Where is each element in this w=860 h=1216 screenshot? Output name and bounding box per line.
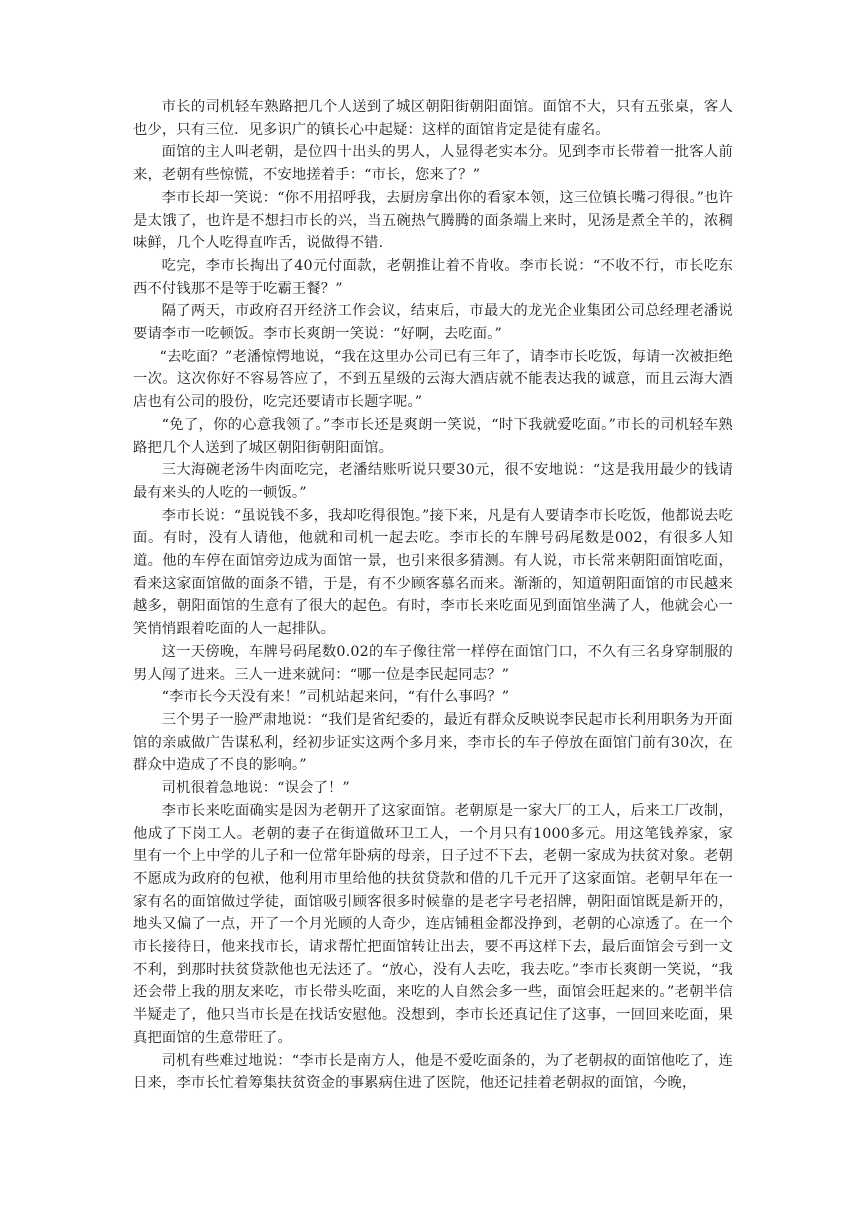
paragraph-5: 隔了两天，市政府召开经济工作会议，结束后，市最大的龙光企业集团公司总经理老潘说要请李市一吃顿饭。李市长爽朗一笑说：“好啊，去吃面。” bbox=[133, 303, 733, 343]
paragraph-4: 吃完，李市长掏出了40元付面款，老朝推让着不肯收。李市长说：“不收不行，市长吃东西不付钱那不是等于吃霸王餐？” bbox=[133, 257, 733, 297]
paragraph-11: “李市长今天没有来！”司机站起来问，“有什么事吗？” bbox=[161, 689, 510, 706]
paragraph-2: 面馆的主人叫老朝，是位四十出头的男人，人显得老实本分。见到李市长带着一批客人前来，老朝有些惊慌，不安地搓着手：“市长，您来了？” bbox=[133, 144, 733, 184]
paragraph-15: 司机有些难过地说：“李市长是南方人，他是不爱吃面条的，为了老朝叔的面馆他吃了，连日来，李市长忙着筹集扶贫资金的事累病住进了医院，他还记挂着老朝叔的面馆，今晚， bbox=[133, 1052, 733, 1092]
paragraph-13: 司机很着急地说：“误会了！” bbox=[161, 780, 350, 797]
paragraph-6: “去吃面？”老潘惊愕地说，“我在这里办公司已有三年了，请李市长吃饭，每请一次被拒绝一次。这次你好不容易答应了，不到五星级的云海大酒店就不能表达我的诚意，而且云海大酒店也有公司的股份，吃完还要请市长题字呢。” bbox=[133, 348, 733, 411]
paragraph-12: 三个男子一脸严肃地说：“我们是省纪委的，最近有群众反映说李民起市长利用职务为开面馆的亲戚做广告谋私利，经初步证实这两个多月来，李市长的车子停放在面馆门前有30次，在群众中造成了不良的影响。” bbox=[133, 711, 733, 774]
paragraph-9: 李市长说：“虽说钱不多，我却吃得很饱。”接下来，凡是有人要请李市长吃饭，他都说去吃面。有时，没有人请他，他就和司机一起去吃。李市长的车牌号码尾数是002，有很多人知道。他的车停在面馆旁边成为面馆一景，也引来很多猜测。有人说，市长常来朝阳面馆吃面，看来这家面馆做的面条不错，于是，有不少顾客慕名而来。渐渐的，知道朝阳面馆的市民越来越多，朝阳面馆的生意有了很大的起色。有时，李市长来吃面见到面馆坐满了人，他就会心一笑悄悄跟着吃面的人一起排队。 bbox=[133, 507, 733, 638]
paragraph-7: “免了，你的心意我领了。”李市长还是爽朗一笑说，“时下我就爱吃面。”市长的司机轻车熟路把几个人送到了城区朝阳街朝阳面馆。 bbox=[133, 416, 733, 456]
paragraph-14: 李市长来吃面确实是因为老朝开了这家面馆。老朝原是一家大厂的工人，后来工厂改制，他成了下岗工人。老朝的妻子在街道做环卫工人，一个月只有1000多元。用这笔钱养家，家里有一个上中学的儿子和一位常年卧病的母亲，日子过不下去，老朝一家成为扶贫对象。老朝不愿成为政府的包袱，他利用市里给他的扶贫贷款和借的几千元开了这家面馆。老朝早年在一家有名的面馆做过学徒，面馆吸引顾客很多时候靠的是老字号老招牌，朝阳面馆既是新开的，地头又偏了一点，开了一个月光顾的人奇少，连店铺租金都没挣到，老朝的心凉透了。在一个市长接待日，他来找市长，请求帮忙把面馆转让出去，要不再这样下去，最后面馆会亏到一文不利，到那时扶贫贷款他也无法还了。“放心，没有人去吃，我去吃。”李市长爽朗一笑说，“我还会带上我的朋友来吃，市长带头吃面，来吃的人自然会多一些，面馆会旺起来的。”老朝半信半疑走了，他只当市长是在找话安慰他。没想到，李市长还真记住了这事，一回回来吃面，果真把面馆的生意带旺了。 bbox=[133, 802, 733, 1046]
paragraph-8: 三大海碗老汤牛肉面吃完，老潘结账听说只要30元，很不安地说：“这是我用最少的钱请最有来头的人吃的一顿饭。” bbox=[133, 462, 733, 501]
paragraph-10: 这一天傍晚，车牌号码尾数0.02的车子像往常一样停在面馆门口，不久有三名身穿制服的男人闯了进来。三人一进来就问：“哪一位是李民起同志？” bbox=[133, 643, 733, 683]
paragraph-3: 李市长却一笑说：“你不用招呼我，去厨房拿出你的看家本领，这三位镇长嘴刁得很。”也许是太饿了，也许是不想扫市长的兴，当五碗热气腾腾的面条端上来时，见汤是煮全羊的，浓稠味鲜，几个人吃得直咋舌，说做得不错. bbox=[133, 189, 733, 252]
paragraph-1: 市长的司机轻车熟路把几个人送到了城区朝阳街朝阳面馆。面馆不大，只有五张桌，客人也少，只有三位．见多识广的镇长心中起疑：这样的面馆肯定是徒有虚名。 bbox=[133, 99, 733, 138]
document-page bbox=[133, 96, 733, 1206]
